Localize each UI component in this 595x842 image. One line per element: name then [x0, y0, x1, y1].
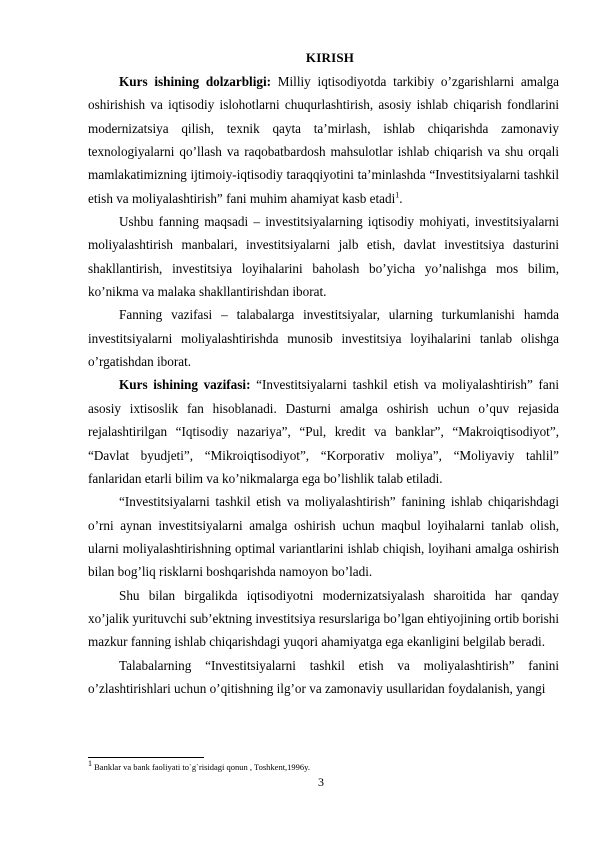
- page-number: 3: [318, 775, 324, 789]
- paragraph-goal: [88, 210, 559, 303]
- paragraph-role: [88, 490, 559, 583]
- paragraph-text: “Investitsiyalarni tashkil etish va moliyalashtirish” fanining ishlab chiqarishdagi o’rni aynan investitsiyalarni amalga oshirish uchun maqbul loyihalarni tanlab olish, ularni moliyalashtirishning optimal variantlarini ishlab chiqish, loyihani amalga oshirish bilan bog’liq risklarni boshqarishda namoyon bo’ladi.: [88, 494, 559, 580]
- footnote: [88, 759, 311, 772]
- footnote-marker: 1: [88, 759, 92, 769]
- paragraph-students: [88, 654, 559, 701]
- paragraph-text: Ushbu fanning maqsadi – investitsiyalarning iqtisodiy mohiyati, investitsiyalarni moliyalashtirish manbalari, investitsiyalarni jalb etish, davlat investitsiya dasturini shakllantirish, investitsiya loyihalarini baholash bo’yicha yo’nalishga mos bilim, ko’nikma va malaka shakllantirishdan iborat.: [88, 214, 559, 300]
- footnote-reference[interactable]: 1: [395, 190, 400, 200]
- paragraph-lead: Kurs ishining vazifasi:: [119, 377, 251, 393]
- paragraph-text: Fanning vazifasi – talabalarga investitsiyalar, ularning turkumlanishi hamda investitsiyalarni moliyalashtirishda munosib investitsiya loyihalarini tanlab olishga o’rgatishdan iborat.: [88, 307, 559, 370]
- paragraph-lead: Kurs ishining dolzarbligi:: [119, 74, 272, 89]
- paragraph-tail: .: [399, 190, 403, 206]
- body-text: [88, 70, 559, 700]
- paragraph-task: [88, 303, 559, 373]
- paragraph-text: “Investitsiyalarni tashkil etish va moliyalashtirish” fani asosiy ixtisoslik fan hisoblanadi. Dasturni amalga oshirish uchun o’quv rejasida rejalashtirilgan “Iqtisodiy nazariya”, “Pul, kredit va banklar”, “Makroiqtisodiyot”, “Davlat byudjeti”, “Mikroiqtisodiyot”, “Korporativ moliya”, “Moliyaviy tahlil” fanlaridan etarli bilim va ko’nikmalarga ega bo’lishlik talab etiladi.: [88, 377, 559, 486]
- footnote-text: Banklar va bank faoliyati to`g`risidagi qonun , Toshkent,1996y.: [92, 762, 311, 772]
- paragraph-text: Talabalarning “Investitsiyalarni tashkil etish va moliyalashtirish” fanini o’zlashtirishlari uchun o’qitishning ilg’or va zamonaviy usullaridan foydalanish, yangi: [88, 657, 559, 696]
- footnote-divider: [88, 757, 204, 758]
- paragraph-course-tasks: [88, 373, 559, 490]
- paragraph-modernization: [88, 584, 559, 654]
- section-heading: KIRISH: [305, 50, 355, 65]
- paragraph-text: Milliy iqtisodiyotda tarkibiy o’zgarishlarni amalga oshirishish va iqtisodiy islohotlarni chuqurlashtirish, asosiy ishlab chiqarish fondlarini modernizatsiya qilish, texnik qayta ta’mirlash, ishlab chiqarishda zamonaviy texnologiyalarni qo’llash va raqobatbardosh mahsulotlar ishlab chiqarish va shu orqali mamlakatimizning ijtimoiy-iqtisodiy taraqqiyotini ta’minlashda “Investitsiyalarni tashkil etish va moliyalashtirish” fani muhim ahamiyat kasb etadi: [88, 74, 559, 206]
- paragraph-text: Shu bilan birgalikda iqtisodiyotni modernizatsiyalash sharoitida har qanday xo’jalik yurituvchi sub’ektning investitsiya resurslariga bo’lgan ehtiyojining ortib borishi mazkur fanning ishlab chiqarishdagi yuqori ahamiyatga ega ekanligini belgilab beradi.: [88, 587, 560, 650]
- paragraph-relevance: [88, 70, 559, 210]
